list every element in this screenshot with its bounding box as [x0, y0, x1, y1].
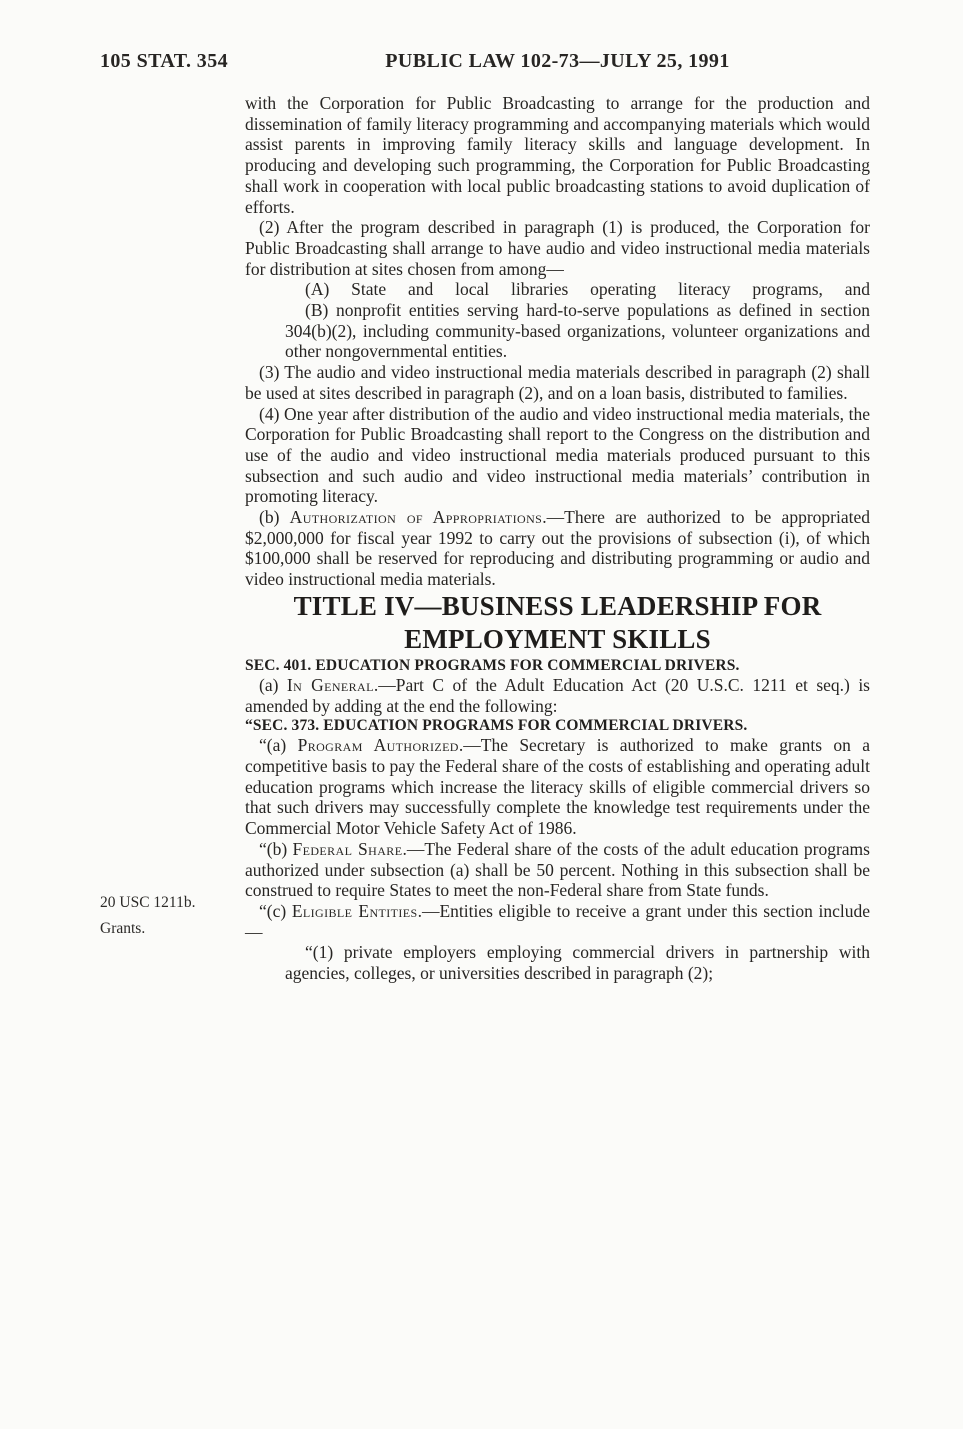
in-general-text: .—Part C of the Adult Education Act (20 U.S.C. 1211 et seq.) is amended by adding at the end the following: — [245, 674, 870, 716]
paragraph-b-federal-share — [245, 839, 870, 901]
paragraph-b-text: .—There are authorized to be appropriated $2,000,000 for fiscal year 1992 to carry out the provisions of subsection (i), of which $100,000 shall be reserved for reproducing and distributing programming or audio and video instructional media materials. — [245, 507, 870, 590]
paragraph-3: (3) The audio and video instructional media materials described in paragraph (2) shall be used at sites described in paragraph (2), and on a loan basis, distributed to families. — [245, 362, 870, 403]
paragraph-b-appropriations — [245, 507, 870, 590]
paragraph-continuation: with the Corporation for Public Broadcasting to arrange for the production and dissemination of family literacy programming and accompanying materials which would assist parents in improving family literacy skills and language development. In producing and developing such programming, the Corporation for Public Broadcasting shall work in cooperation with local public broadcasting stations to avoid duplication of efforts. — [245, 93, 870, 217]
eligible-entities-prefix: “(c) — [259, 900, 292, 921]
federal-share-smallcaps-label: Federal Share — [292, 838, 403, 859]
paragraph-a-program-authorized — [245, 735, 870, 839]
subparagraph-a: (A) State and local libraries operating literacy programs, and — [305, 279, 870, 300]
program-authorized-text: .—The Secretary is authorized to make grants on a competitive basis to pay the Federal share of the costs of establishing and operating adult education programs which increase the literacy skills of eligible commercial drivers so that such drivers may successfully complete the knowledge test requirements under the Commercial Motor Vehicle Safety Act of 1986. — [245, 735, 870, 839]
paragraph-b-smallcaps-label: Authorization of Appropriations — [289, 507, 543, 528]
in-general-smallcaps-label: In General — [286, 674, 374, 695]
public-law-header: PUBLIC LAW 102-73—JULY 25, 1991 — [385, 50, 730, 72]
program-authorized-prefix: “(a) — [259, 735, 298, 756]
sec-373-heading: “SEC. 373. EDUCATION PROGRAMS FOR COMMERCIAL DRIVERS. — [245, 717, 748, 735]
margin-note-grants: Grants. — [100, 920, 146, 937]
subparagraph-1-private-employers: “(1) private employers employing commercial drivers in partnership with agencies, colleges, or universities described in paragraph (2); — [285, 942, 870, 984]
statute-text-column — [245, 93, 870, 984]
eligible-entities-smallcaps-label: Eligible Entities — [291, 900, 418, 921]
paragraph-c-eligible-entities — [245, 901, 870, 942]
paragraph-b-prefix: (b) — [259, 507, 290, 528]
eligible-entities-text: .—Entities eligible to receive a grant under this section include— — [245, 900, 870, 942]
in-general-prefix: (a) — [259, 674, 287, 695]
program-authorized-smallcaps-label: Program Authorized — [297, 735, 459, 756]
federal-share-text: .—The Federal share of the costs of the adult education programs authorized under subsection (a) shall be 50 percent. Nothing in this subsection shall be construed to require States to meet the non-Federal share from State funds. — [245, 838, 870, 901]
title-iv-heading: TITLE IV—BUSINESS LEADERSHIP FOR EMPLOYMENT SKILLS — [293, 590, 822, 654]
subparagraph-b: (B) nonprofit entities serving hard-to-serve populations as defined in section 304(b)(2), including community-based organizations, volunteer organizations and other nongovernmental entities. — [285, 300, 870, 362]
sec-401-heading: SEC. 401. EDUCATION PROGRAMS FOR COMMERCIAL DRIVERS. — [245, 656, 740, 674]
margin-note-usc-citation: 20 USC 1211b. — [100, 894, 196, 911]
federal-share-prefix: “(b) — [259, 838, 293, 859]
paragraph-2: (2) After the program described in paragraph (1) is produced, the Corporation for Public Broadcasting shall arrange to have audio and video instructional media materials for distribution at sites chosen from among— — [245, 217, 870, 279]
paragraph-4: (4) One year after distribution of the audio and video instructional media materials, the Corporation for Public Broadcasting shall report to the Congress on the distribution and use of the audio and video instructional media materials produced pursuant to this subsection and such audio and video instructional media materials’ contribution in promoting literacy. — [245, 403, 870, 507]
paragraph-a-in-general — [245, 675, 870, 716]
stat-page-number: 105 STAT. 354 — [100, 50, 228, 72]
